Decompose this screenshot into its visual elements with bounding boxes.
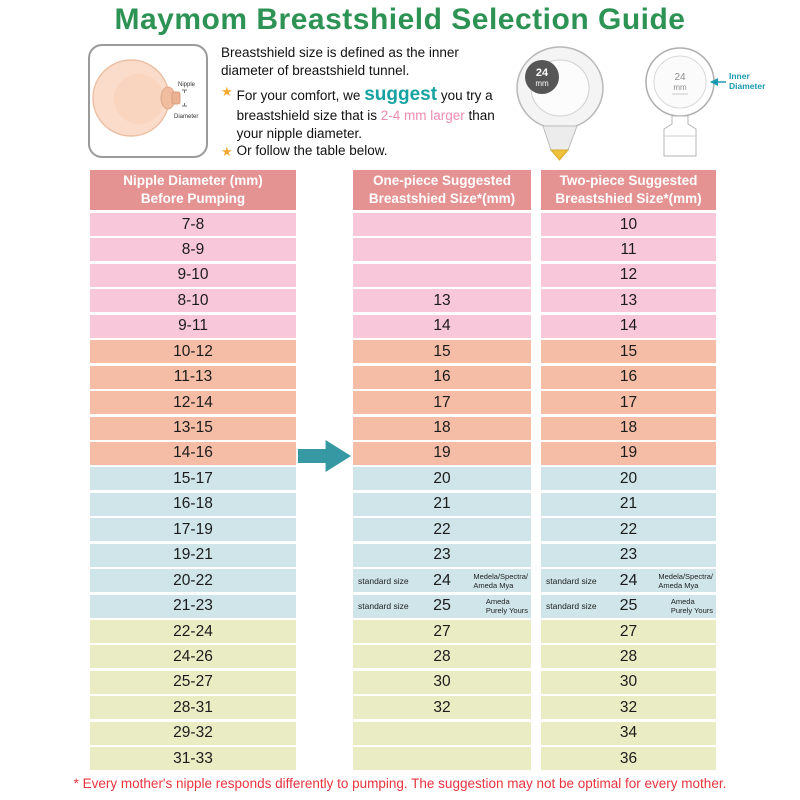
two-piece-size-cell: 30 — [541, 671, 716, 694]
one-piece-size-cell: 16 — [353, 366, 531, 389]
size-value: 24 — [433, 571, 451, 589]
one-piece-size-cell: 20 — [353, 467, 531, 490]
nipple-range-cell: 28-31 — [90, 696, 296, 719]
one-piece-size-cell: 23 — [353, 544, 531, 567]
header-line: Two-piece Suggested — [559, 172, 698, 188]
one-piece-column-header — [353, 170, 531, 210]
inner-diameter-label-line1: Inner — [729, 71, 750, 81]
nipple-diameter-column — [90, 170, 296, 773]
breast-illustration-svg — [90, 46, 202, 152]
two-piece-size-cell: 21 — [541, 493, 716, 516]
two-piece-size-cell: 22 — [541, 518, 716, 541]
nipple-range-cell: 10-12 — [90, 340, 296, 363]
nipple-range-cell: 17-19 — [90, 518, 296, 541]
page-title: Maymom Breastshield Selection Guide — [114, 3, 686, 36]
two-piece-size-cell: 36 — [541, 747, 716, 770]
one-piece-size-cell — [353, 238, 531, 261]
breastshield-diagrams — [503, 44, 770, 162]
size-value: 24 — [619, 571, 638, 589]
definition-text: Breastshield size is defined as the inner diameter of breastshield tunnel. — [221, 45, 459, 78]
header-line: One-piece Suggested — [372, 172, 512, 188]
size-value: 25 — [433, 597, 451, 615]
one-piece-size-cell: 18 — [353, 417, 531, 440]
nipple-range-cell: 14-16 — [90, 442, 296, 465]
intro-section — [88, 44, 790, 162]
standard-size-label: standard size — [546, 575, 597, 586]
two-piece-size-cell: 20 — [541, 467, 716, 490]
two-piece-size-cell: 32 — [541, 696, 716, 719]
one-piece-size-cell: 15 — [353, 340, 531, 363]
two-piece-size-cell: 17 — [541, 391, 716, 414]
one-piece-size-cell — [353, 747, 531, 770]
table-bullet — [221, 142, 497, 162]
two-piece-size-cell: 27 — [541, 620, 716, 643]
shield2-size-unit: mm — [673, 83, 687, 92]
two-piece-size-cell: 19 — [541, 442, 716, 465]
one-piece-size-cell — [353, 722, 531, 745]
one-piece-size-cell: 27 — [353, 620, 531, 643]
shield2-size-value: 24 — [674, 72, 686, 83]
nipple-range-cell: 9-10 — [90, 264, 296, 287]
two-piece-size-cell: 34 — [541, 722, 716, 745]
header-line: Nipple Diameter (mm) — [123, 172, 263, 188]
one-piece-size-cell: 28 — [353, 645, 531, 668]
standard-size-label: standard size — [546, 601, 597, 612]
nipple-range-cell: 8-10 — [90, 289, 296, 312]
nipple-range-cell: 19-21 — [90, 544, 296, 567]
two-piece-size-cell: 14 — [541, 315, 716, 338]
star-icon: ★ — [221, 83, 233, 99]
nipple-range-cell: 29-32 — [90, 722, 296, 745]
one-piece-size-cell: 17 — [353, 391, 531, 414]
suggest-emphasis: suggest — [364, 83, 438, 105]
bullet1-post: than your nipple diameter. — [236, 107, 495, 141]
shield1-size-value: 24 — [535, 67, 549, 79]
nipple-label-line2: Diameter — [174, 114, 199, 120]
col-one-body — [353, 213, 531, 770]
two-piece-size-cell — [541, 569, 716, 592]
two-piece-size-cell: 28 — [541, 645, 716, 668]
size-highlight: 2-4 mm larger — [380, 107, 465, 123]
size-table — [90, 170, 800, 773]
brand-names: Medela/Spectra/ Ameda Mya — [473, 571, 528, 590]
two-piece-size-cell: 15 — [541, 340, 716, 363]
intro-text — [221, 44, 497, 162]
brand-names: Ameda Purely Yours — [485, 597, 528, 616]
nipple-label-line1: Nipple — [178, 82, 196, 88]
two-piece-size-cell: 13 — [541, 289, 716, 312]
nipple-range-cell: 24-26 — [90, 645, 296, 668]
nipple-range-cell: 31-33 — [90, 747, 296, 770]
bullet1-mid: you try a breastshield size that is — [236, 87, 493, 123]
two-piece-size-cell: 10 — [541, 213, 716, 236]
one-piece-column — [353, 170, 531, 773]
column-gap — [531, 170, 541, 773]
one-piece-size-cell — [353, 264, 531, 287]
two-piece-column — [541, 170, 716, 773]
two-piece-size-cell: 16 — [541, 366, 716, 389]
one-piece-size-cell — [353, 595, 531, 618]
nipple-range-cell: 13-15 — [90, 417, 296, 440]
header-line: Before Pumping — [140, 191, 246, 206]
nipple-range-cell: 7-8 — [90, 213, 296, 236]
two-piece-shield-diagram — [638, 44, 770, 162]
inner-diameter-label-line2: Diameter — [729, 81, 766, 91]
star-icon: ★ — [221, 144, 233, 160]
one-piece-size-cell: 19 — [353, 442, 531, 465]
brand-names: Ameda Purely Yours — [670, 597, 713, 616]
one-piece-size-cell: 14 — [353, 315, 531, 338]
nipple-range-cell: 22-24 — [90, 620, 296, 643]
one-piece-size-cell: 32 — [353, 696, 531, 719]
nipple-range-cell: 15-17 — [90, 467, 296, 490]
col-nipple-body — [90, 213, 296, 770]
two-piece-size-cell: 23 — [541, 544, 716, 567]
one-piece-size-cell — [353, 569, 531, 592]
nipple-range-cell: 20-22 — [90, 569, 296, 592]
nipple-column-header — [90, 170, 296, 210]
two-piece-size-cell: 11 — [541, 238, 716, 261]
suggestion-text — [237, 82, 497, 143]
two-piece-size-cell — [541, 595, 716, 618]
one-piece-size-cell: 22 — [353, 518, 531, 541]
brand-names: Medela/Spectra/ Ameda Mya — [658, 571, 713, 590]
standard-size-label: standard size — [358, 601, 409, 612]
one-piece-size-cell: 13 — [353, 289, 531, 312]
table-bullet-text: Or follow the table below. — [236, 143, 388, 159]
one-piece-size-cell: 30 — [353, 671, 531, 694]
arrow-gap — [296, 170, 353, 773]
nipple-range-cell: 11-13 — [90, 366, 296, 389]
size-value: 25 — [619, 597, 638, 615]
header-line: Breastshied Size*(mm) — [555, 191, 702, 206]
standard-size-label: standard size — [358, 575, 409, 586]
footnote: * Every mother's nipple responds differently to pumping. The suggestion may not be optimal for every mother. — [73, 775, 727, 791]
nipple-range-cell: 12-14 — [90, 391, 296, 414]
one-piece-shield-diagram — [503, 44, 638, 162]
bullet1-pre: For your comfort, we — [236, 87, 365, 103]
two-piece-column-header — [541, 170, 716, 210]
breast-diagram — [88, 44, 208, 158]
nipple-range-cell: 8-9 — [90, 238, 296, 261]
one-piece-size-cell: 21 — [353, 493, 531, 516]
duckbill-valve — [551, 150, 568, 160]
suggestion-bullet — [221, 82, 497, 143]
one-piece-size-cell — [353, 213, 531, 236]
nipple-range-cell: 25-27 — [90, 671, 296, 694]
col-two-body — [541, 213, 716, 770]
two-piece-size-cell: 18 — [541, 417, 716, 440]
nipple-range-cell: 21-23 — [90, 595, 296, 618]
nipple-range-cell: 16-18 — [90, 493, 296, 516]
two-piece-size-cell: 12 — [541, 264, 716, 287]
nipple-range-cell: 9-11 — [90, 315, 296, 338]
shield1-size-unit: mm — [535, 79, 549, 88]
arrow-icon — [298, 440, 351, 472]
header-line: Breastshied Size*(mm) — [368, 191, 516, 206]
